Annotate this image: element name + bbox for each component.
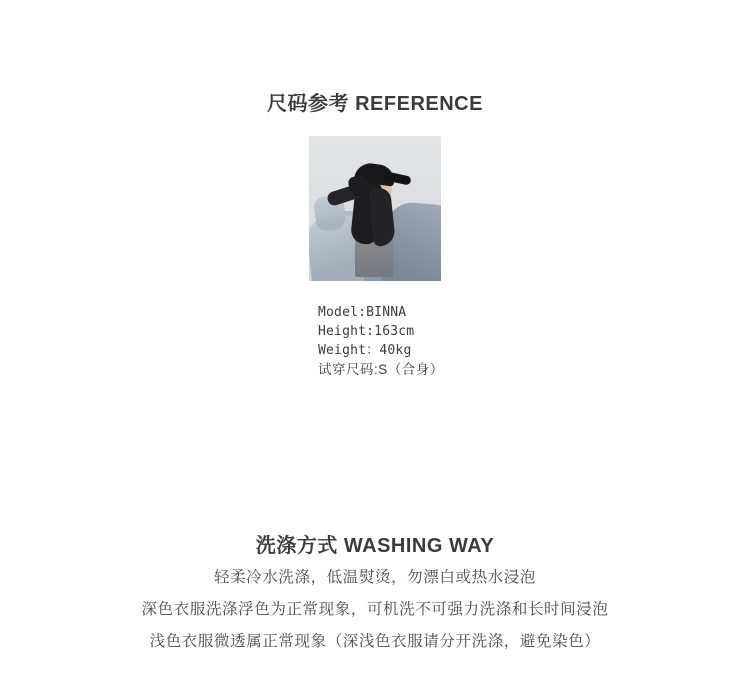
washing-instruction-list bbox=[0, 562, 750, 658]
washing-instruction-line: 轻柔冷水洗涤，低温熨烫，勿漂白或热水浸泡 bbox=[213, 569, 536, 586]
photo-glove bbox=[347, 174, 370, 197]
model-weight: Weight：40kg bbox=[318, 343, 412, 358]
washing-instruction-line: 浅色衣服微透属正常现象（深浅色衣服请分开洗涤，避免染色） bbox=[149, 633, 601, 650]
reference-section-title: 尺码参考 REFERENCE bbox=[267, 93, 483, 115]
model-photo bbox=[309, 136, 441, 281]
washing-instruction-line: 深色衣服洗涤浮色为正常现象，可机洗不可强力洗涤和长时间浸泡 bbox=[141, 601, 609, 618]
model-photo-illustration bbox=[309, 136, 441, 281]
photo-hair-back bbox=[368, 187, 396, 247]
model-height: Height:163cm bbox=[318, 324, 415, 339]
model-info-block bbox=[318, 303, 444, 379]
model-name: Model:BINNA bbox=[318, 305, 407, 320]
model-fit-size: 试穿尺码:S（合身） bbox=[318, 362, 444, 377]
washing-section-title: 洗涤方式 WASHING WAY bbox=[255, 534, 495, 557]
